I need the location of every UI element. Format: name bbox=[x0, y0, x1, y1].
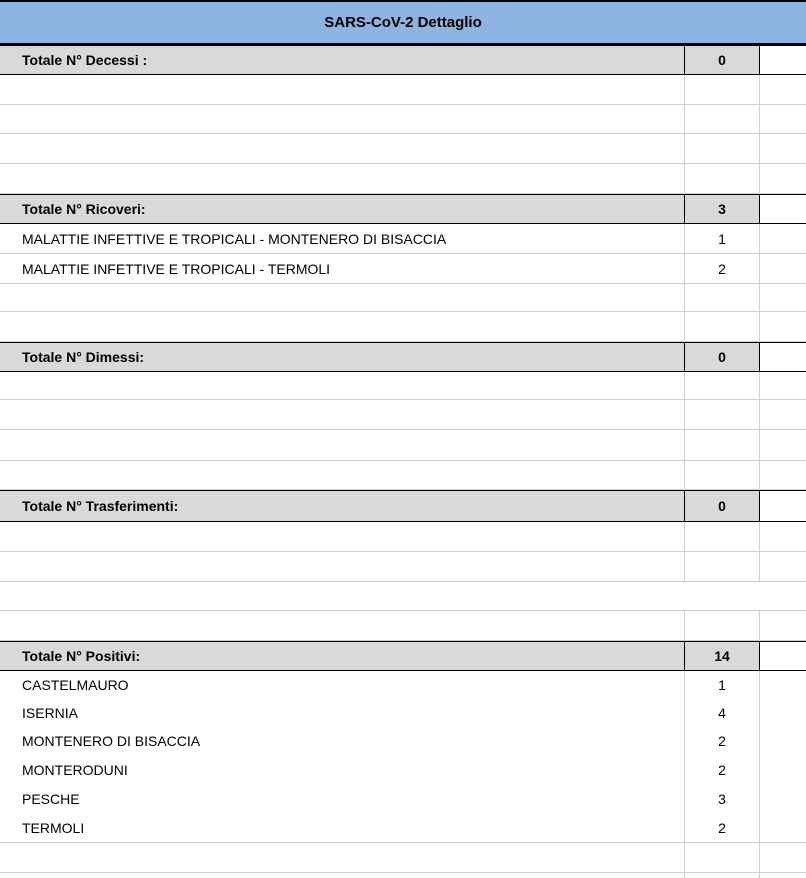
item-label: TERMOLI bbox=[22, 819, 85, 836]
empty-row bbox=[0, 400, 806, 430]
empty-row bbox=[0, 75, 806, 105]
list-item bbox=[0, 699, 806, 727]
section-total: 0 bbox=[684, 46, 760, 74]
empty-row bbox=[0, 312, 806, 342]
item-label: MALATTIE INFETTIVE E TROPICALI - MONTENERO DI BISACCIA bbox=[22, 230, 447, 247]
empty-row bbox=[0, 134, 806, 164]
section-total: 0 bbox=[684, 343, 760, 371]
section-header-ricoveri bbox=[0, 194, 806, 224]
section-label: Totale N° Positivi: bbox=[22, 648, 141, 664]
empty-row bbox=[0, 372, 806, 400]
item-label: MALATTIE INFETTIVE E TROPICALI - TERMOLI bbox=[22, 260, 331, 277]
empty-row bbox=[0, 284, 806, 312]
empty-row bbox=[0, 843, 806, 873]
spacer-cell bbox=[760, 642, 806, 670]
section-total: 3 bbox=[684, 195, 760, 223]
sheet-title: SARS-CoV-2 Dettaglio bbox=[0, 0, 806, 45]
empty-row bbox=[0, 611, 806, 641]
item-value: 4 bbox=[684, 699, 760, 727]
item-value: 2 bbox=[684, 813, 760, 842]
list-item bbox=[0, 671, 806, 699]
list-item bbox=[0, 224, 806, 254]
item-label: CASTELMAURO bbox=[22, 677, 129, 693]
empty-row bbox=[0, 164, 806, 194]
empty-row bbox=[0, 522, 806, 552]
item-value: 2 bbox=[684, 727, 760, 755]
item-value: 1 bbox=[684, 224, 760, 253]
empty-row bbox=[0, 873, 806, 878]
section-label: Totale N° Ricoveri: bbox=[22, 201, 146, 217]
item-value: 2 bbox=[684, 755, 760, 784]
item-value: 2 bbox=[684, 254, 760, 283]
section-header-trasferimenti bbox=[0, 490, 806, 522]
spacer-cell bbox=[760, 46, 806, 74]
item-label: MONTERODUNI bbox=[22, 761, 128, 778]
section-label: Totale N° Dimessi: bbox=[22, 349, 145, 365]
section-total: 0 bbox=[684, 491, 760, 521]
section-total: 14 bbox=[684, 642, 760, 670]
section-label: Totale N° Trasferimenti: bbox=[22, 498, 179, 514]
empty-row bbox=[0, 430, 806, 461]
item-value: 3 bbox=[684, 784, 760, 813]
empty-row bbox=[0, 552, 806, 582]
item-label: PESCHE bbox=[22, 790, 80, 807]
empty-row bbox=[0, 105, 806, 134]
list-item bbox=[0, 727, 806, 755]
list-item bbox=[0, 784, 806, 813]
section-header-decessi bbox=[0, 45, 806, 75]
spacer-cell bbox=[760, 343, 806, 371]
section-label: Totale N° Decessi : bbox=[22, 52, 148, 68]
item-label: MONTENERO DI BISACCIA bbox=[22, 733, 201, 749]
section-header-positivi bbox=[0, 641, 806, 671]
list-item bbox=[0, 813, 806, 843]
empty-row bbox=[0, 461, 806, 490]
list-item bbox=[0, 254, 806, 284]
item-value: 1 bbox=[684, 671, 760, 699]
list-item bbox=[0, 755, 806, 784]
spacer-cell bbox=[760, 195, 806, 223]
item-label: ISERNIA bbox=[22, 705, 79, 721]
spacer-cell bbox=[760, 491, 806, 521]
section-header-dimessi bbox=[0, 342, 806, 372]
empty-row bbox=[0, 582, 806, 611]
